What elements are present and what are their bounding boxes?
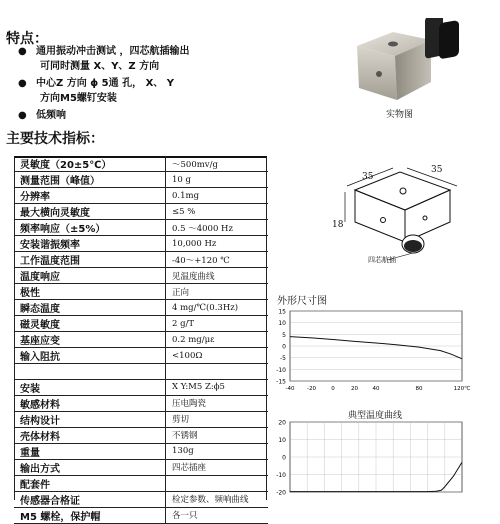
y-tick-label: -15 (276, 378, 286, 386)
spec-value: 0.2 mg/με (166, 332, 269, 348)
y-tick-label: 20 (278, 419, 286, 427)
connector-label: 四芯航插 (368, 256, 396, 264)
spec-key: 传感器合格证 (14, 491, 166, 507)
spec-key: 工作温度范围 (14, 252, 166, 268)
spec-value: 见温度曲线 (166, 268, 269, 284)
dimension-drawing (325, 160, 475, 270)
typical-temp-curve-title: 典型温度曲线 (348, 411, 403, 421)
spec-row (14, 443, 268, 459)
spec-row (14, 507, 268, 523)
spec-value: 压电陶瓷 (166, 395, 269, 411)
spec-key: 磁灵敏度 (14, 316, 166, 332)
spec-key: 输入阻抗 (14, 348, 166, 364)
spec-row (14, 204, 268, 220)
spec-value: -40～+120 ℃ (166, 252, 269, 268)
specs-title: 主要技术指标： (6, 131, 104, 147)
spec-value: X Y:M5 Z:ϕ5 (166, 379, 269, 395)
x-tick-label: -40 (285, 386, 295, 392)
spec-row (14, 411, 268, 427)
spec-value: 4 mg/℃(0.3Hz) (166, 300, 269, 316)
spec-key: 配套件 (14, 475, 166, 491)
spec-key: 测量范围（峰值） (14, 172, 166, 188)
spec-value: 不锈钢 (166, 427, 269, 443)
features-title: 特点： (6, 31, 48, 47)
spec-value: 各一只 (166, 507, 269, 523)
spec-key (14, 364, 166, 380)
spec-row (14, 395, 268, 411)
x-tick-label: 80 (415, 386, 423, 392)
spec-key: 结构设计 (14, 411, 166, 427)
spec-key: 频率响应（±5%） (14, 220, 166, 236)
y-tick-label: -5 (280, 355, 286, 363)
spec-value (166, 475, 269, 491)
spec-row (14, 316, 268, 332)
spec-value: ≤5 % (166, 204, 269, 220)
spec-row (14, 379, 268, 395)
spec-value: 10 g (166, 172, 269, 188)
spec-key: 安装 (14, 379, 166, 395)
series-line (290, 337, 462, 359)
spec-row (14, 284, 268, 300)
spec-key: 敏感材料 (14, 395, 166, 411)
feature-item-2-cont: 方向M5螺钉安装 (40, 93, 117, 104)
spec-key: 分辨率 (14, 188, 166, 204)
spec-row (14, 268, 268, 284)
dim-label-left: 35 (362, 172, 374, 182)
spec-row (14, 156, 268, 172)
y-tick-label: 0 (282, 343, 286, 351)
spec-value: 0.1mg (166, 188, 269, 204)
product-photo (345, 18, 470, 110)
typical-temperature-curve-chart (272, 418, 487, 500)
spec-row (14, 172, 268, 188)
x-tick-label: 120℃ (453, 386, 471, 392)
spec-key: M5 螺栓，保护帽 (14, 507, 166, 523)
bullet-icon: ● (18, 78, 27, 89)
bullet-icon: ● (18, 46, 27, 57)
bullet-icon: ● (18, 110, 27, 121)
temperature-response-chart (272, 305, 487, 397)
spec-key: 灵敏度（20±5℃） (14, 156, 166, 172)
spec-row (14, 459, 268, 475)
spec-value: 检定参数、频响曲线 (166, 491, 269, 507)
y-tick-label: 10 (278, 320, 286, 328)
spec-key: 瞬态温度 (14, 300, 166, 316)
spec-value: <100Ω (166, 348, 269, 364)
spec-table (14, 156, 268, 524)
dim-label-height: 18 (332, 220, 344, 230)
feature-item-1-cont: 可同时测量 X、Y、Z 方向 (40, 61, 160, 72)
spec-value: 130g (166, 443, 269, 459)
x-tick-label: 20 (351, 386, 358, 392)
y-tick-label: 15 (278, 308, 286, 316)
spec-row (14, 364, 268, 380)
spec-row (14, 475, 268, 491)
y-tick-label: -10 (276, 472, 286, 479)
spec-value: 四芯插座 (166, 459, 269, 475)
spec-value: 0.5 ～4000 Hz (166, 220, 269, 236)
spec-row (14, 252, 268, 268)
y-tick-label: -10 (276, 366, 286, 374)
y-tick-label: -20 (276, 489, 286, 497)
spec-key: 基座应变 (14, 332, 166, 348)
x-tick-label: -20 (307, 386, 316, 392)
spec-value: 剪切 (166, 411, 269, 427)
spec-key: 壳体材料 (14, 427, 166, 443)
spec-key: 输出方式 (14, 459, 166, 475)
spec-row (14, 220, 268, 236)
spec-value: ～500mv/g (166, 156, 269, 172)
y-tick-label: 5 (282, 331, 286, 339)
spec-key: 重量 (14, 443, 166, 459)
spec-key: 温度响应 (14, 268, 166, 284)
dim-label-right: 35 (431, 165, 443, 175)
spec-key: 极性 (14, 284, 166, 300)
spec-row (14, 236, 268, 252)
photo-caption: 实物图 (386, 110, 414, 120)
spec-row (14, 427, 268, 443)
x-tick-label: 0 (331, 386, 335, 392)
spec-row (14, 348, 268, 364)
spec-value (166, 364, 269, 380)
x-tick-label: 40 (372, 386, 380, 392)
spec-row (14, 491, 268, 507)
spec-row (14, 300, 268, 316)
y-tick-label: 0 (282, 454, 286, 462)
spec-row (14, 188, 268, 204)
spec-row (14, 332, 268, 348)
y-tick-label: 10 (278, 437, 286, 444)
spec-value: 2 g/T (166, 316, 269, 332)
dimension-title: 外形尺寸图 (277, 296, 327, 307)
spec-value: 正向 (166, 284, 269, 300)
spec-key: 安装谐振频率 (14, 236, 166, 252)
spec-value: 10,000 Hz (166, 236, 269, 252)
spec-key: 最大横向灵敏度 (14, 204, 166, 220)
